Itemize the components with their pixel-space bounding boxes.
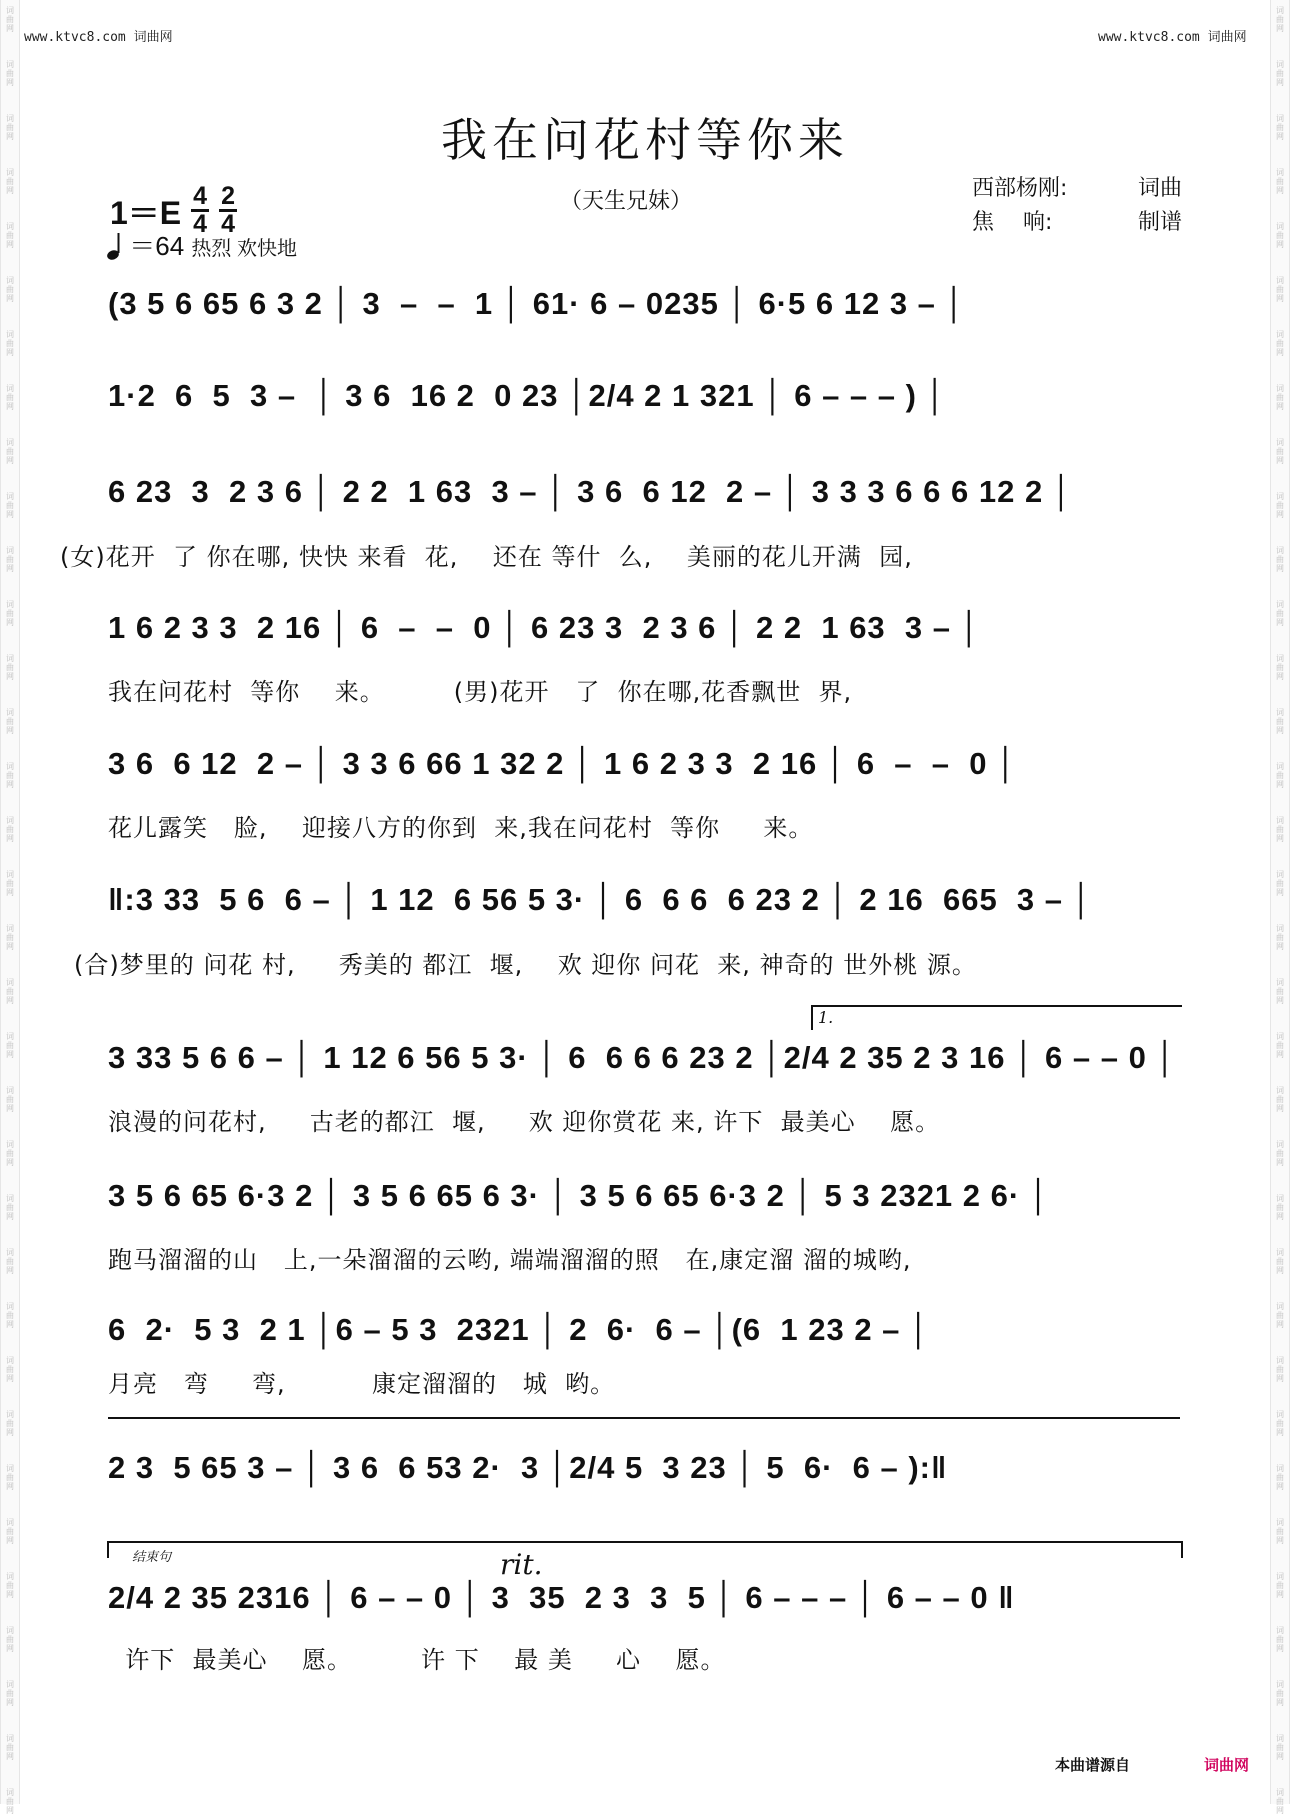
watermark-glyph: 词 曲 网 bbox=[6, 708, 14, 735]
watermark-glyph: 词 曲 网 bbox=[6, 762, 14, 789]
watermark-glyph: 词 曲 网 bbox=[1276, 1518, 1284, 1545]
notes-line: 2/4 2 35 2316 │ 6 – – 0 │ 3 35 2 3 3 5 │ 6 – – – │ 6 – – 0 ‖ bbox=[108, 1580, 1015, 1615]
notes-line: 6 2· 5 3 2 1 │6 – 5 3 2321 │ 2 6· 6 – │(6 1 23 2 – │ bbox=[108, 1312, 931, 1347]
watermark-glyph: 词 曲 网 bbox=[6, 114, 14, 141]
watermark-glyph: 词 曲 网 bbox=[6, 276, 14, 303]
watermark-glyph: 词 曲 网 bbox=[1276, 1410, 1284, 1437]
watermark-glyph: 词 曲 网 bbox=[6, 978, 14, 1005]
site-url: www.ktvc8.com bbox=[24, 30, 126, 45]
watermark-glyph: 词 曲 网 bbox=[6, 1356, 14, 1383]
lyrics-line: 许下 最美心 愿。 许 下 最 美 心 愿。 bbox=[108, 1646, 726, 1674]
watermark-glyph: 词 曲 网 bbox=[1276, 654, 1284, 681]
watermark-glyph: 词 曲 网 bbox=[6, 546, 14, 573]
lyrics-line: 跑马溜溜的山 上,一朵溜溜的云哟, 端端溜溜的照 在,康定溜 溜的城哟, bbox=[108, 1246, 912, 1274]
volta-bracket bbox=[812, 1006, 1182, 1030]
watermark-glyph: 词 曲 网 bbox=[1276, 1734, 1284, 1761]
watermark-glyph: 词 曲 网 bbox=[6, 1680, 14, 1707]
ending-bracket bbox=[108, 1542, 1182, 1558]
volta-marking: 1. bbox=[818, 1008, 834, 1027]
lyrics-line: (女)花开 了 你在哪, 快快 来看 花, 还在 等什 么, 美丽的花儿开满 园, bbox=[60, 543, 913, 571]
watermark-glyph: 词 曲 网 bbox=[6, 1572, 14, 1599]
watermark-glyph: 词 曲 网 bbox=[6, 816, 14, 843]
notes-line: 3 33 5 6 6 – │ 1 12 6 56 5 3· │ 6 6 6 6 23 2 │2/4 2 35 2 3 16 │ 6 – – 0 │ bbox=[108, 1040, 1177, 1075]
watermark-glyph: 词 曲 网 bbox=[1276, 6, 1284, 33]
watermark-glyph: 词 曲 网 bbox=[1276, 1140, 1284, 1167]
watermark-glyph: 词 曲 网 bbox=[6, 1086, 14, 1113]
watermark-glyph: 词 曲 网 bbox=[6, 1248, 14, 1275]
credit-row: 焦 响: 制谱 bbox=[972, 210, 1182, 235]
watermark-glyph: 词 曲 网 bbox=[6, 600, 14, 627]
time-signature-1: $\frac{4}{4}$ bbox=[193, 182, 208, 238]
watermark-glyph: 词 曲 网 bbox=[1276, 546, 1284, 573]
notes-line: 3 5 6 65 6·3 2 │ 3 5 6 65 6 3· │ 3 5 6 65 6·3 2 │ 5 3 2321 2 6· │ bbox=[108, 1178, 1051, 1213]
lyrics-line: 浪漫的问花村, 古老的都江 堰, 欢 迎你赏花 来, 许下 最美心 愿。 bbox=[108, 1108, 941, 1136]
site-url: www.ktvc8.com bbox=[1098, 30, 1200, 45]
watermark-glyph: 词 曲 网 bbox=[1276, 1248, 1284, 1275]
notes-line: 3 6 6 12 2 – │ 3 3 6 66 1 32 2 │ 1 6 2 3 3 2 16 │ 6 – – 0 │ bbox=[108, 746, 1018, 781]
watermark-glyph: 词 曲 网 bbox=[6, 870, 14, 897]
watermark-glyph: 词 曲 网 bbox=[6, 330, 14, 357]
notes-line: 2 3 5 65 3 – │ 3 6 6 53 2· 3 │2/4 5 3 23 │ 5 6· 6 – ):‖ bbox=[108, 1450, 948, 1485]
lyrics-line: 我在问花村 等你 来。 (男)花开 了 你在哪,花香飘世 界, bbox=[108, 678, 853, 706]
watermark-glyph: 词 曲 网 bbox=[1276, 276, 1284, 303]
watermark-glyph: 词 曲 网 bbox=[6, 1734, 14, 1761]
lyrics-line: 月亮 弯 弯, 康定溜溜的 城 哟。 bbox=[108, 1370, 616, 1398]
watermark-glyph: 词 曲 网 bbox=[6, 60, 14, 87]
watermark-glyph: 词 曲 网 bbox=[1276, 1356, 1284, 1383]
watermark-glyph: 词 曲 网 bbox=[1276, 1572, 1284, 1599]
watermark-glyph: 词 曲 网 bbox=[6, 492, 14, 519]
watermark-glyph: 词 曲 网 bbox=[6, 168, 14, 195]
watermark-glyph: 词 曲 网 bbox=[1276, 1032, 1284, 1059]
watermark-glyph: 词 曲 网 bbox=[1276, 1464, 1284, 1491]
watermark-glyph: 词 曲 网 bbox=[1276, 1194, 1284, 1221]
watermark-glyph: 词 曲 网 bbox=[1276, 1626, 1284, 1653]
watermark-glyph: 词 曲 网 bbox=[1276, 1680, 1284, 1707]
watermark-glyph: 词 曲 网 bbox=[6, 1194, 14, 1221]
watermark-glyph: 词 曲 网 bbox=[1276, 816, 1284, 843]
watermark-glyph: 词 曲 网 bbox=[1276, 600, 1284, 627]
watermark-glyph: 词 曲 网 bbox=[1276, 1086, 1284, 1113]
performer: （天生兄妹） bbox=[560, 189, 693, 214]
watermark-glyph: 词 曲 网 bbox=[1276, 222, 1284, 249]
watermark-glyph: 词 曲 网 bbox=[6, 924, 14, 951]
watermark-glyph: 词 曲 网 bbox=[1276, 114, 1284, 141]
footer-source-label: 本曲谱源自 bbox=[1055, 1756, 1131, 1774]
watermark-glyph: 词 曲 网 bbox=[6, 1302, 14, 1329]
watermark-glyph: 词 曲 网 bbox=[1276, 492, 1284, 519]
notes-line: (3 5 6 65 6 3 2 │ 3 – – 1 │ 61· 6 – 0235 │ 6·5 6 12 3 – │ bbox=[108, 286, 966, 321]
watermark-glyph: 词 曲 网 bbox=[1276, 60, 1284, 87]
key-label: 1＝E bbox=[110, 194, 182, 231]
notes-line: ‖:3 33 5 6 6 – │ 1 12 6 56 5 3· │ 6 6 6 6 23 2 │ 2 16 665 3 – │ bbox=[108, 882, 1094, 917]
watermark-glyph: 词 曲 网 bbox=[1276, 330, 1284, 357]
watermark-glyph: 词 曲 网 bbox=[1276, 438, 1284, 465]
watermark-glyph: 词 曲 网 bbox=[1276, 708, 1284, 735]
watermark-glyph: 词 曲 网 bbox=[6, 1032, 14, 1059]
ritardando-marking: rit. bbox=[500, 1548, 543, 1581]
watermark-glyph: 词 曲 网 bbox=[6, 654, 14, 681]
watermark-glyph: 词 曲 网 bbox=[6, 1464, 14, 1491]
footer-source-site: 词曲网 bbox=[1204, 1756, 1250, 1774]
watermark-glyph: 词 曲 网 bbox=[6, 1626, 14, 1653]
watermark-glyph: 词 曲 网 bbox=[6, 1410, 14, 1437]
ending-label: 结束句 bbox=[132, 1550, 172, 1565]
watermark-glyph: 词 曲 网 bbox=[6, 438, 14, 465]
watermark-glyph: 词 曲 网 bbox=[1276, 924, 1284, 951]
time-signature-2: $\frac{2}{4}$ bbox=[221, 182, 235, 238]
watermark-glyph: 词 曲 网 bbox=[1276, 168, 1284, 195]
watermark-glyph: 词 曲 网 bbox=[6, 384, 14, 411]
watermark-glyph: 词 曲 网 bbox=[1276, 384, 1284, 411]
site-name: 词曲网 bbox=[133, 30, 173, 45]
credit-row: 西部杨刚: 词曲 bbox=[972, 176, 1182, 201]
watermark-glyph: 词 曲 网 bbox=[6, 6, 14, 33]
watermark-glyph: 词 曲 网 bbox=[1276, 870, 1284, 897]
site-name: 词曲网 bbox=[1207, 30, 1247, 45]
lyrics-line: (合)梦里的 问花 村, 秀美的 都江 堰, 欢 迎你 问花 来, 神奇的 世外桃 源。 bbox=[74, 951, 977, 979]
watermark-glyph: 词 曲 网 bbox=[1276, 762, 1284, 789]
lyrics-line: 花儿露笑 脸, 迎接八方的你到 来,我在问花村 等你 来。 bbox=[108, 814, 814, 842]
tempo-text: 热烈 欢快地 bbox=[191, 238, 297, 260]
watermark-glyph: 词 曲 网 bbox=[1276, 1788, 1284, 1815]
watermark-glyph: 词 曲 网 bbox=[1276, 978, 1284, 1005]
watermark-glyph: 词 曲 网 bbox=[6, 1140, 14, 1167]
watermark-glyph: 词 曲 网 bbox=[6, 222, 14, 249]
song-title: 我在问花村等你来 bbox=[441, 113, 849, 167]
notes-line: 6 23 3 2 3 6 │ 2 2 1 63 3 – │ 3 6 6 12 2 – │ 3 3 3 6 6 6 12 2 │ bbox=[108, 474, 1074, 509]
notes-line: 1 6 2 3 3 2 16 │ 6 – – 0 │ 6 23 3 2 3 6 │ 2 2 1 63 3 – │ bbox=[108, 610, 981, 645]
notes-line: 1·2 6 5 3 – │ 3 6 16 2 0 23 │2/4 2 1 321 │ 6 – – – ) │ bbox=[108, 378, 947, 413]
watermark-glyph: 词 曲 网 bbox=[6, 1788, 14, 1815]
watermark-glyph: 词 曲 网 bbox=[1276, 1302, 1284, 1329]
tempo-value: ＝64 bbox=[129, 231, 185, 261]
watermark-glyph: 词 曲 网 bbox=[6, 1518, 14, 1545]
